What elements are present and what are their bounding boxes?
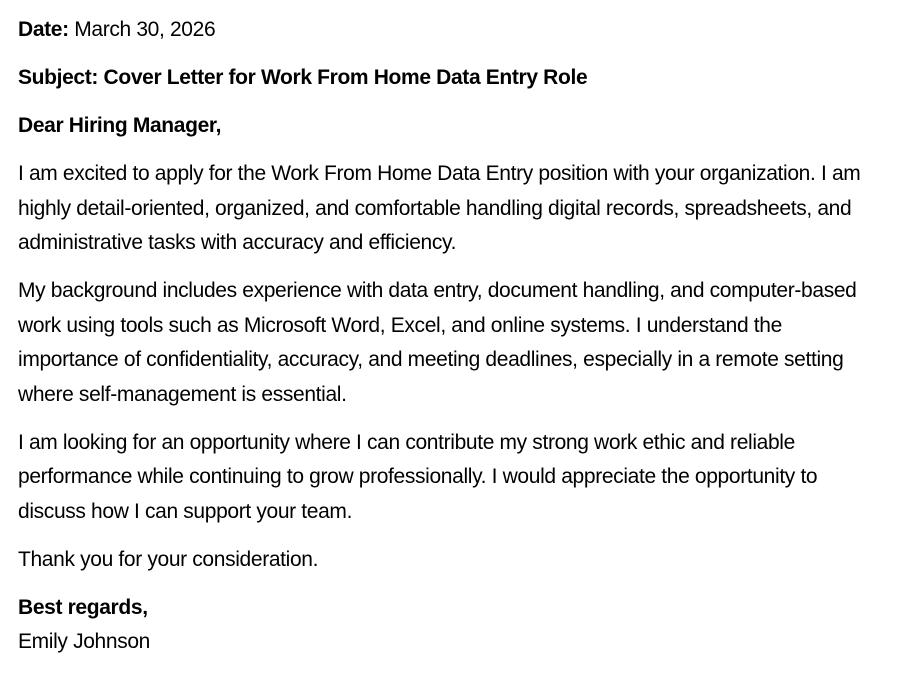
body-paragraph: I am looking for an opportunity where I can contribute my strong work ethic and reliable performance while continuing to grow professionally. I would appreciate the opportunity to discuss how I can support your team. [18, 430, 818, 523]
salutation: Dear Hiring Manager, [18, 114, 222, 137]
signoff: Best regards, [18, 595, 148, 619]
date-label: Date: [18, 18, 69, 41]
thanks-line: Thank you for your consideration. [18, 547, 319, 571]
body-paragraph: My background includes experience with data entry, document handling, and computer-based work using tools such as Microsoft Word, Excel, and online systems. I understand the importance of confidentiality, accuracy, and meeting deadlines, especially in a remote setting where self-management is essential. [18, 279, 857, 406]
subject-line: Subject: Cover Letter for Work From Home Data Entry Role [18, 66, 588, 89]
date-value: March 30, 2026 [68, 18, 216, 41]
date-line [18, 13, 878, 48]
body-paragraph: I am excited to apply for the Work From Home Data Entry position with your organization. I am highly detail-oriented, organized, and comfortable handling digital records, spreadsheets, and administrative tasks with accuracy and efficiency. [18, 162, 861, 254]
signature: Emily Johnson [18, 630, 151, 653]
